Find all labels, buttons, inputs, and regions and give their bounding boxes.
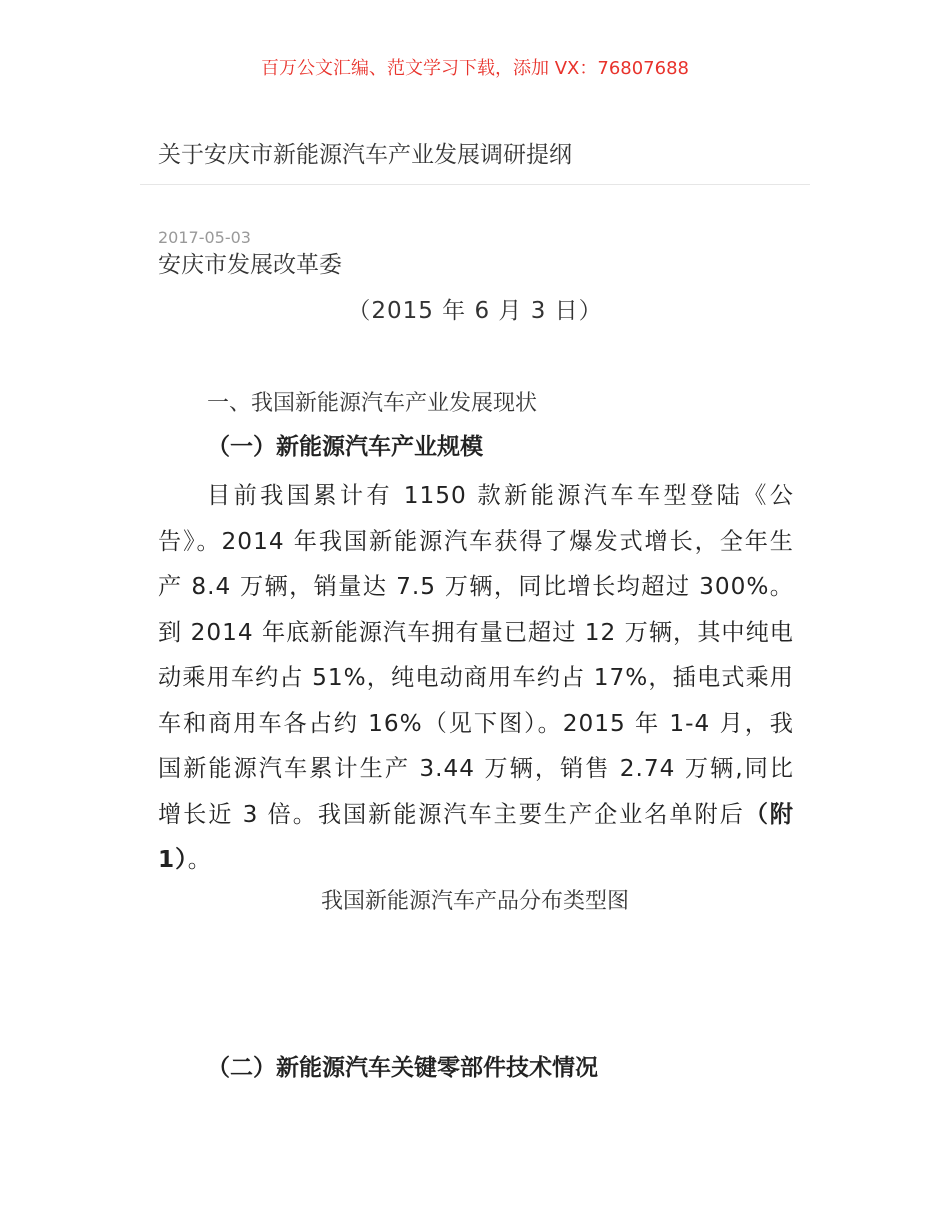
- title-divider: [140, 184, 810, 185]
- body-paragraph: [158, 473, 794, 883]
- paragraph-text: 目前我国累计有 1150 款新能源汽车车型登陆《公告》。2014 年我国新能源汽车获得了爆发式增长，全年生产 8.4 万辆，销量达 7.5 万辆，同比增长均超过 300%。到 2014 年底新能源汽车拥有量已超过 12 万辆，其中纯电动乘用车约占 51%，纯电动商用车约占 17%，插电式乘用车和商用车各占约 16%（见下图）。2015 年 1-4 月，我国新能源汽车累计生产 3.44 万辆，销售 2.74 万辆,同比增长近 3 倍。我国新能源汽车主要生产企业名单附后: [158, 482, 794, 828]
- subsection-heading-1: （一）新能源汽车产业规模: [207, 434, 483, 460]
- paragraph-end: 。: [187, 846, 212, 873]
- subsection-heading-2: （二）新能源汽车关键零部件技术情况: [207, 1055, 598, 1081]
- organization-name: 安庆市发展改革委: [158, 252, 342, 278]
- document-date: （2015 年 6 月 3 日）: [347, 298, 603, 324]
- attachment-reference: （附 1）: [158, 800, 794, 873]
- promo-banner: 百万公文汇编、范文学习下载，添加 VX：76807688: [261, 58, 689, 79]
- section-heading-1: 一、我国新能源汽车产业发展现状: [207, 391, 538, 416]
- article-title: 关于安庆市新能源汽车产业发展调研提纲: [158, 142, 572, 168]
- figure-caption: 我国新能源汽车产品分布类型图: [320, 889, 629, 914]
- publish-date: 2017-05-03: [158, 228, 251, 247]
